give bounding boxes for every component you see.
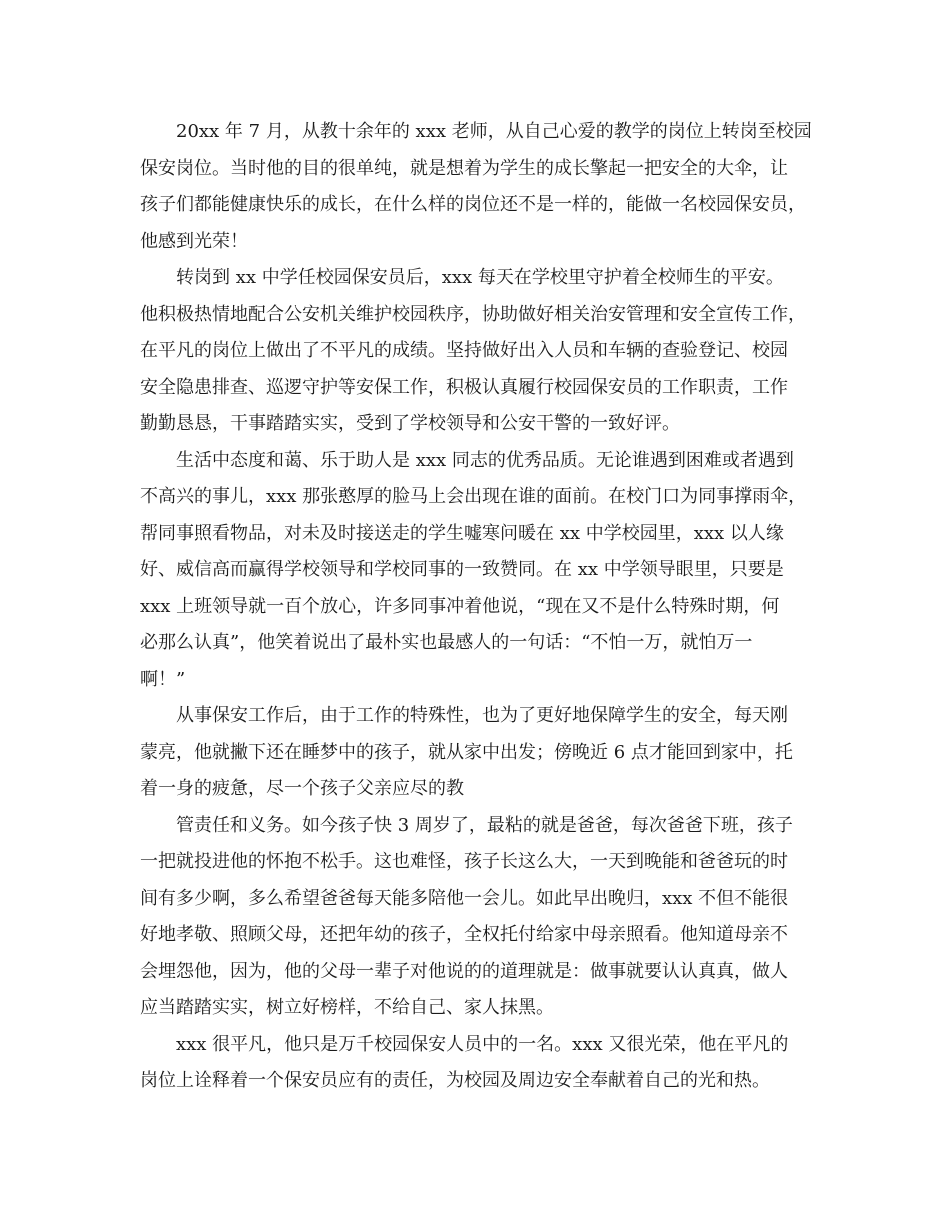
- document-body: [140, 114, 822, 1100]
- paragraph-2: [140, 260, 822, 443]
- text-line: 必那么认真”，他笑着说出了最朴实也最感人的一句话：“不怕一万，就怕万一: [140, 632, 753, 653]
- text-line: 保安岗位。当时他的目的很单纯，就是想着为学生的成长擎起一把安全的大伞，让: [140, 157, 788, 179]
- text-line: 他感到光荣！: [140, 230, 248, 252]
- text-line: 从事保安工作后，由于工作的特殊性，也为了更好地保障学生的安全，每天刚: [176, 705, 788, 726]
- text-line: xxx 上班领导就一百个放心，许多同事冲着他说，“现在又不是什么特殊时期，何: [140, 595, 780, 617]
- text-line: 勤勤恳恳，干事踏踏实实，受到了学校领导和公安干警的一致好评。: [140, 413, 680, 434]
- paragraph-4: [140, 698, 822, 808]
- text-line: 孩子们都能健康快乐的成长，在什么样的岗位还不是一样的，能做一名校园保安员，: [140, 194, 806, 215]
- text-line: 20xx 年 7 月，从教十余年的 xxx 老师，从自己心爱的教学的岗位上转岗至校园: [176, 121, 812, 142]
- text-line: 管责任和义务。如今孩子快 3 周岁了，最粘的就是爸爸，每次爸爸下班，孩子: [176, 814, 793, 836]
- text-line: 会埋怨他，因为，他的父母一辈子对他说的的道理就是：做事就要认认真真，做人: [140, 960, 788, 982]
- text-line: 好地孝敬、照顾父母，还把年幼的孩子，全权托付给家中母亲照看。他知道母亲不: [140, 924, 788, 945]
- paragraph-5: [140, 808, 822, 1027]
- text-line: 好、威信高而赢得学校领导和学校同事的一致赞同。在 xx 中学领导眼里，只要是: [140, 559, 784, 580]
- text-line: 安全隐患排查、巡逻守护等安保工作，积极认真履行校园保安员的工作职责，工作: [140, 376, 788, 398]
- text-line: 应当踏踏实实，树立好榜样，不给自己、家人抹黑。: [140, 997, 554, 1018]
- text-line: 一把就投进他的怀抱不松手。这也难怪，孩子长这么大，一天到晚能和爸爸玩的时: [140, 851, 788, 872]
- text-line: 蒙亮，他就撇下还在睡梦中的孩子，就从家中出发；傍晚近 6 点才能回到家中，托: [140, 741, 793, 763]
- text-line: 生活中态度和蔼、乐于助人是 xxx 同志的优秀品质。无论谁遇到困难或者遇到: [176, 449, 794, 471]
- paragraph-3: [140, 443, 822, 699]
- text-line: 间有多少啊，多么希望爸爸每天能多陪他一会儿。如此早出晚归，xxx 不但不能很: [140, 887, 789, 909]
- text-line: 岗位上诠释着一个保安员应有的责任，为校园及周边安全奉献着自己的光和热。: [140, 1070, 770, 1091]
- paragraph-6: [140, 1027, 822, 1100]
- text-line: 着一身的疲惫，尽一个孩子父亲应尽的教: [140, 778, 464, 799]
- text-line: xxx 很平凡，他只是万千校园保安人员中的一名。xxx 又很光荣，他在平凡的: [176, 1033, 789, 1055]
- paragraph-1: [140, 114, 822, 260]
- text-line: 他积极热情地配合公安机关维护校园秩序，协助做好相关治安管理和安全宣传工作，: [140, 303, 806, 325]
- text-line: 帮同事照看物品，对未及时接送走的学生嘘寒问暖在 xx 中学校园里，xxx 以人缘: [140, 522, 784, 544]
- text-line: 啊！”: [140, 668, 186, 690]
- text-line: 转岗到 xx 中学任校园保安员后，xxx 每天在学校里守护着全校师生的平安。: [176, 267, 784, 288]
- text-line: 在平凡的岗位上做出了不平凡的成绩。坚持做好出入人员和车辆的查验登记、校园: [140, 340, 788, 361]
- text-line: 不高兴的事儿，xxx 那张憨厚的脸马上会出现在谁的面前。在校门口为同事撑雨伞，: [140, 486, 807, 507]
